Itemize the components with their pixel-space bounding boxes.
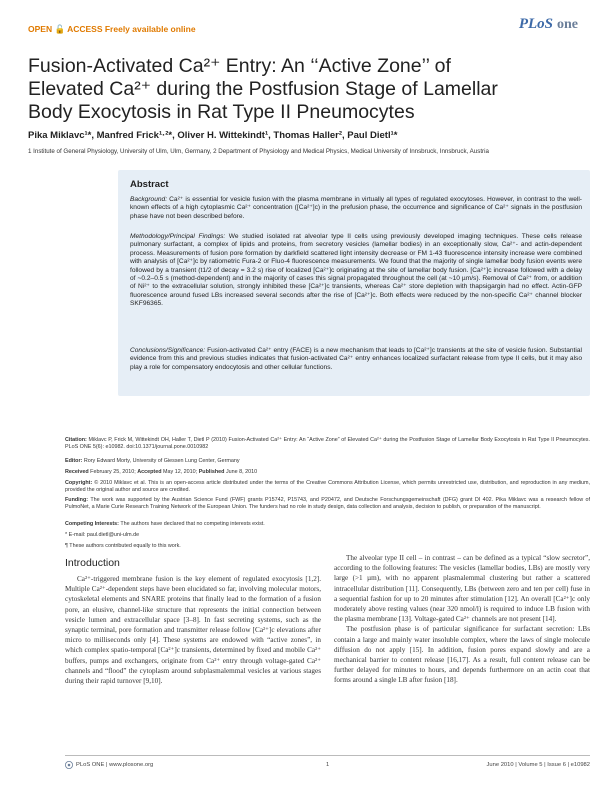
open-access-banner: OPEN 🔓 ACCESS Freely available online	[28, 24, 196, 34]
accepted-date: May 12, 2010;	[161, 469, 199, 475]
plos-footer-icon	[65, 761, 73, 769]
citation-label: Citation:	[65, 437, 87, 443]
footer-issue: June 2010 | Volume 5 | Issue 6 | e10982	[486, 762, 590, 768]
affiliations: 1 Institute of General Physiology, University of Ulm, Ulm, Germany, 2 Department of Physiology and Medical Physics, Medical University of Innsbruck, Innsbruck, Austria	[28, 148, 489, 155]
abstract-methodology	[130, 233, 582, 309]
section-heading-introduction: Introduction	[65, 557, 120, 569]
body-paragraph: Ca²⁺-triggered membrane fusion is the key element of regulated exocytosis [1,2]. Multiple Ca²⁺-dependent steps have been elucidated so far, involving molecular motors, cytoskeletal elements and SNARE proteins that finally lead to the formation of a fusion pore, an elusive, channel-like structure that represents the initial connection between vesicle lumen and extracellular space [3–8]. In fast secreting systems, such as the synaptic terminal, pore formation and transmitter release follow [Ca²⁺]c elevations after micro to milliseconds only [4]. These systems are endowed with “active zones”, in which complex spatio-temporal [Ca²⁺]c transients, determined by fixed and mobile Ca²⁺ buffers, pumps and exchangers, originate from Ca²⁺ entry through voltage-gated Ca²⁺ channels and “flood” the cytoplasm around subplasmalemmal vesicles at various stages during their rapid turnover [9,10].	[65, 575, 321, 686]
competing-text: The authors have declared that no competing interests exist.	[118, 521, 265, 527]
title-line: Elevated Ca²⁺ during the Postfusion Stage of Lamellar	[28, 78, 498, 100]
logo-one: one	[557, 17, 578, 32]
body-column-left	[65, 574, 321, 686]
title-line: Fusion-Activated Ca²⁺ Entry: An ‘‘Active Zone’’ of	[28, 55, 451, 77]
accepted-label: Accepted	[137, 469, 162, 475]
plos-one-logo	[519, 15, 578, 33]
published-label: Published	[198, 469, 225, 475]
logo-plos: PL	[518, 16, 538, 32]
copyright	[65, 480, 590, 494]
funding	[65, 497, 590, 511]
editor-label: Editor:	[65, 458, 83, 464]
funding-label: Funding:	[65, 497, 89, 503]
abstract-conclusions	[130, 347, 582, 372]
equal-contribution-note: ¶ These authors contributed equally to this work.	[65, 543, 181, 549]
published-date: June 8, 2010	[224, 469, 258, 475]
footer-page-number: 1	[326, 762, 330, 768]
body-paragraph: The alveolar type II cell – in contrast – can be defined as a typical “slow secretor”, according to the following features: The vesicles (lamellar bodies, LBs) are mostly very large (>1 µm), with no apparent plasmalemmal clustering but rather a scattered intracellular distribution [11]. Consequently, LBs (between zero and ten per cell) fuse in a sequential fashion for up to 20 minutes after stimulation [12]. An overall [Ca²⁺]c only moderately above resting values (near 320 nmol/l) is required to induce LB fusion with the plasma membrane [13]. Voltage-gated Ca²⁺ channels are not present [14].	[334, 554, 590, 624]
methodology-label: Methodology/Principal Findings:	[130, 233, 226, 240]
corresponding-email[interactable]: * E-mail: paul.dietl@uni-ulm.de	[65, 532, 140, 538]
competing-interests	[65, 521, 590, 528]
body-column-right	[334, 553, 590, 686]
editor	[65, 458, 590, 465]
editor-text: Rory Edward Morty, University of Giessen Lung Center, Germany	[82, 458, 240, 464]
background-text: Ca²⁺ is essential for vesicle fusion with the plasma membrane in virtually all types of regulated exocytoses. However, in contrast to the well-known effects of a high cytoplasmic Ca²⁺ concentration ([Ca²⁺]c) in the prefusion phase, the occurrence and significance of Ca²⁺ signals in the postfusion phase have not been described before.	[130, 196, 582, 220]
citation	[65, 437, 590, 451]
funding-text: The work was supported by the Austrian Science Fund (FWF) grants P15742, P15743, and P20472, and Deutsche Forschungsgemeinschaft (DFG) grant DI 402. Pika Miklavc was a research fellow of PulmoNet, a Marie Curie Research Training Network of the European Union. The funders had no role in study design, data collection and analysis, decision to publish, or preparation of the manuscript.	[65, 497, 590, 511]
received-label: Received	[65, 469, 89, 475]
abstract-heading: Abstract	[130, 179, 169, 190]
methodology-text: We studied isolated rat alveolar type II cells using previously developed imaging techniques. These cells release pulmonary surfactant, a complex of lipids and proteins, from secretory vesicles (lamellar bodies) in an exceptionally slow, Ca²⁺- and actin-dependent process. Measurements of fusion pore formation by darkfield scattered light intensity decrease or FM 1-43 fluorescence intensity increase were combined with analysis of [Ca²⁺]c by ratiometric Fura-2 or Fluo-4 fluorescence measurements. We found that the majority of single lamellar body fusion events were followed by a transient (t1/2 of decay = 3.2 s) rise of localized [Ca²⁺]c originating at the site of lamellar body fusion. [Ca²⁺]c increase followed with a delay of ~0.2–0.5 s (method-dependent) and in the majority of cases this signal propagated throughout the cell (at ~10 µm/s). Removal of Ca²⁺ from, or addition of Ni²⁺ to the extracellular solution, strongly inhibited these [Ca²⁺]c transients, whereas Ca²⁺ store depletion with thapsigargin had no effect. Actin-GFP fluorescence around fused LBs increased several seconds after the rise of [Ca²⁺]c. Both effects were reduced by the non-specific Ca²⁺ channel blocker SKF96365.	[130, 233, 582, 308]
title-line: Body Exocytosis in Rat Type II Pneumocytes	[28, 101, 415, 123]
abstract-background	[130, 196, 582, 221]
copyright-label: Copyright:	[65, 480, 93, 486]
author-list: Pika Miklavc¹*, Manfred Frick¹·²*, Oliver H. Wittekindt¹, Thomas Haller², Paul Dietl¹*	[28, 130, 398, 141]
logo-os: oS	[537, 16, 553, 32]
article-title	[28, 55, 588, 124]
citation-text: Miklavc P, Frick M, Wittekindt OH, Haller T, Dietl P (2010) Fusion-Activated Ca²⁺ Entry: An “Active Zone” of Elevated Ca²⁺ during the Postfusion Stage of Lamellar Body Exocytosis in Rat Type II Pneumocytes. PLoS ONE 5(6): e10982. doi:10.1371/journal.pone.0010982	[65, 437, 590, 451]
dates	[65, 469, 590, 476]
copyright-text: © 2010 Miklavc et al. This is an open-access article distributed under the terms of the Creative Commons Attribution License, which permits unrestricted use, distribution, and reproduction in any medium, provided the original author and source are credited.	[65, 480, 590, 494]
competing-label: Competing Interests:	[65, 521, 119, 527]
footer-journal[interactable]: PLoS ONE | www.plosone.org	[76, 762, 154, 768]
footer-divider	[65, 755, 590, 756]
background-label: Background:	[130, 196, 168, 203]
conclusions-text: Fusion-activated Ca²⁺ entry (FACE) is a new mechanism that leads to [Ca²⁺]c transients at the site of vesicle fusion. Substantial evidence from this and previous studies indicates that fusion-activated Ca²⁺ entry enhances localized surfactant release from type II cells, but it may also play a role for compensatory endocytosis and other cellular functions.	[130, 347, 582, 371]
body-paragraph: The postfusion phase is of particular significance for surfactant secretion: LBs contain a large and mainly water insoluble complex, where the laws of single molecule diffusion do not apply [15]. In addition, fusion pores expand slowly and are a mechanical barrier to content release [16,17]. As a result, full content release can be further delayed for minutes to hours, and depends furthermore on an actin coat that forms around a single LB after fusion [18].	[334, 625, 590, 685]
received-date: February 25, 2010;	[88, 469, 138, 475]
conclusions-label: Conclusions/Significance:	[130, 347, 206, 354]
